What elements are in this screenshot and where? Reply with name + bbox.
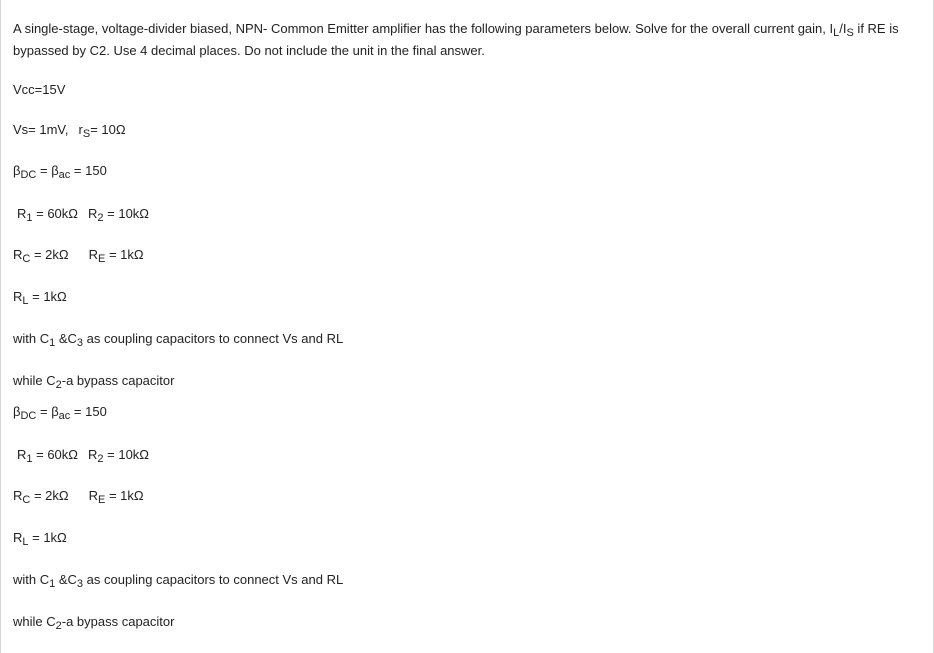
beta-value: = 150 [70,163,107,178]
rl-subscript: L [22,536,29,548]
bypass-line [13,373,174,389]
rl-line [13,530,67,546]
c1-subscript: 1 [49,337,56,349]
c1-subscript: 1 [49,578,56,590]
rc-symbol: R [13,488,23,503]
beta-ac-subscript: ac [58,169,71,181]
re-value: = 1kΩ [105,247,144,262]
coupling-text-a: with C [13,331,50,346]
r2-subscript: 2 [97,212,104,224]
r1-subscript: 1 [26,453,33,465]
c2-subscript: 2 [55,379,62,391]
r1-r2-line [17,206,149,222]
bypass-text-a: while C [13,373,56,388]
rc-symbol: R [13,247,23,262]
rc-subscript: C [22,253,31,265]
rl-subscript: L [22,295,29,307]
coupling-text-c: as coupling capacitors to connect Vs and RL [83,572,344,587]
re-symbol: R [88,488,98,503]
re-symbol: R [88,247,98,262]
beta-value: = 150 [70,404,107,419]
beta-symbol: β [13,163,21,178]
rc-value: = 2kΩ [30,247,69,262]
coupling-text-b: &C [55,331,77,346]
beta-dc-subscript: DC [20,169,37,181]
beta-line [13,404,107,420]
rc-re-line [13,247,144,263]
is-subscript: S [846,27,854,39]
rl-value: = 1kΩ [28,289,67,304]
beta-line [13,163,107,179]
vs-text: Vs= 1mV, [13,122,69,137]
bypass-text-b: -a bypass capacitor [61,614,175,629]
problem-text-a: A single-stage, voltage-divider biased, NPN- Common Emitter amplifier has the following parameters below. Solve for the overall current gain, I [13,21,834,36]
vcc-text: Vcc=15V [13,82,66,97]
bypass-text-a: while C [13,614,56,629]
c2-subscript: 2 [55,620,62,632]
coupling-text-c: as coupling capacitors to connect Vs and RL [83,331,344,346]
problem-text-b: if RE is bypassed by C2. Use 4 decimal places. Do not include the unit in the final answer. [13,21,899,58]
re-value: = 1kΩ [105,488,144,503]
problem-statement [13,18,918,62]
r2-subscript: 2 [97,453,104,465]
rs-symbol: r [78,122,83,137]
r1-symbol: R [17,206,27,221]
rs-value: = 10Ω [90,122,126,137]
r1-r2-line [17,447,149,463]
re-subscript: E [98,494,106,506]
vcc-line [13,82,65,98]
beta-ac-subscript: ac [58,410,71,422]
ratio-slash: /I [839,21,847,36]
c3-subscript: 3 [76,337,84,349]
coupling-line [13,572,343,588]
rl-symbol: R [13,289,23,304]
r1-symbol: R [17,447,27,462]
vs-rs-line [13,122,126,138]
rl-line [13,289,67,305]
beta-equals: = β [36,404,59,419]
beta-dc-subscript: DC [20,410,37,422]
r1-value: = 60kΩ [32,447,79,462]
rl-symbol: R [13,530,23,545]
re-subscript: E [98,253,106,265]
coupling-text-a: with C [13,572,50,587]
bypass-text-b: -a bypass capacitor [61,373,175,388]
r2-symbol: R [88,447,98,462]
rs-subscript: S [82,128,91,140]
coupling-text-b: &C [55,572,77,587]
r2-symbol: R [88,206,98,221]
rc-value: = 2kΩ [30,488,69,503]
c3-subscript: 3 [76,578,84,590]
il-subscript: L [833,27,840,39]
beta-equals: = β [36,163,59,178]
coupling-line [13,331,343,347]
beta-symbol: β [13,404,21,419]
rc-subscript: C [22,494,31,506]
r1-value: = 60kΩ [32,206,79,221]
rc-re-line [13,488,144,504]
r1-subscript: 1 [26,212,33,224]
bypass-line [13,614,174,630]
r2-value: = 10kΩ [103,206,150,221]
rl-value: = 1kΩ [28,530,67,545]
r2-value: = 10kΩ [103,447,150,462]
